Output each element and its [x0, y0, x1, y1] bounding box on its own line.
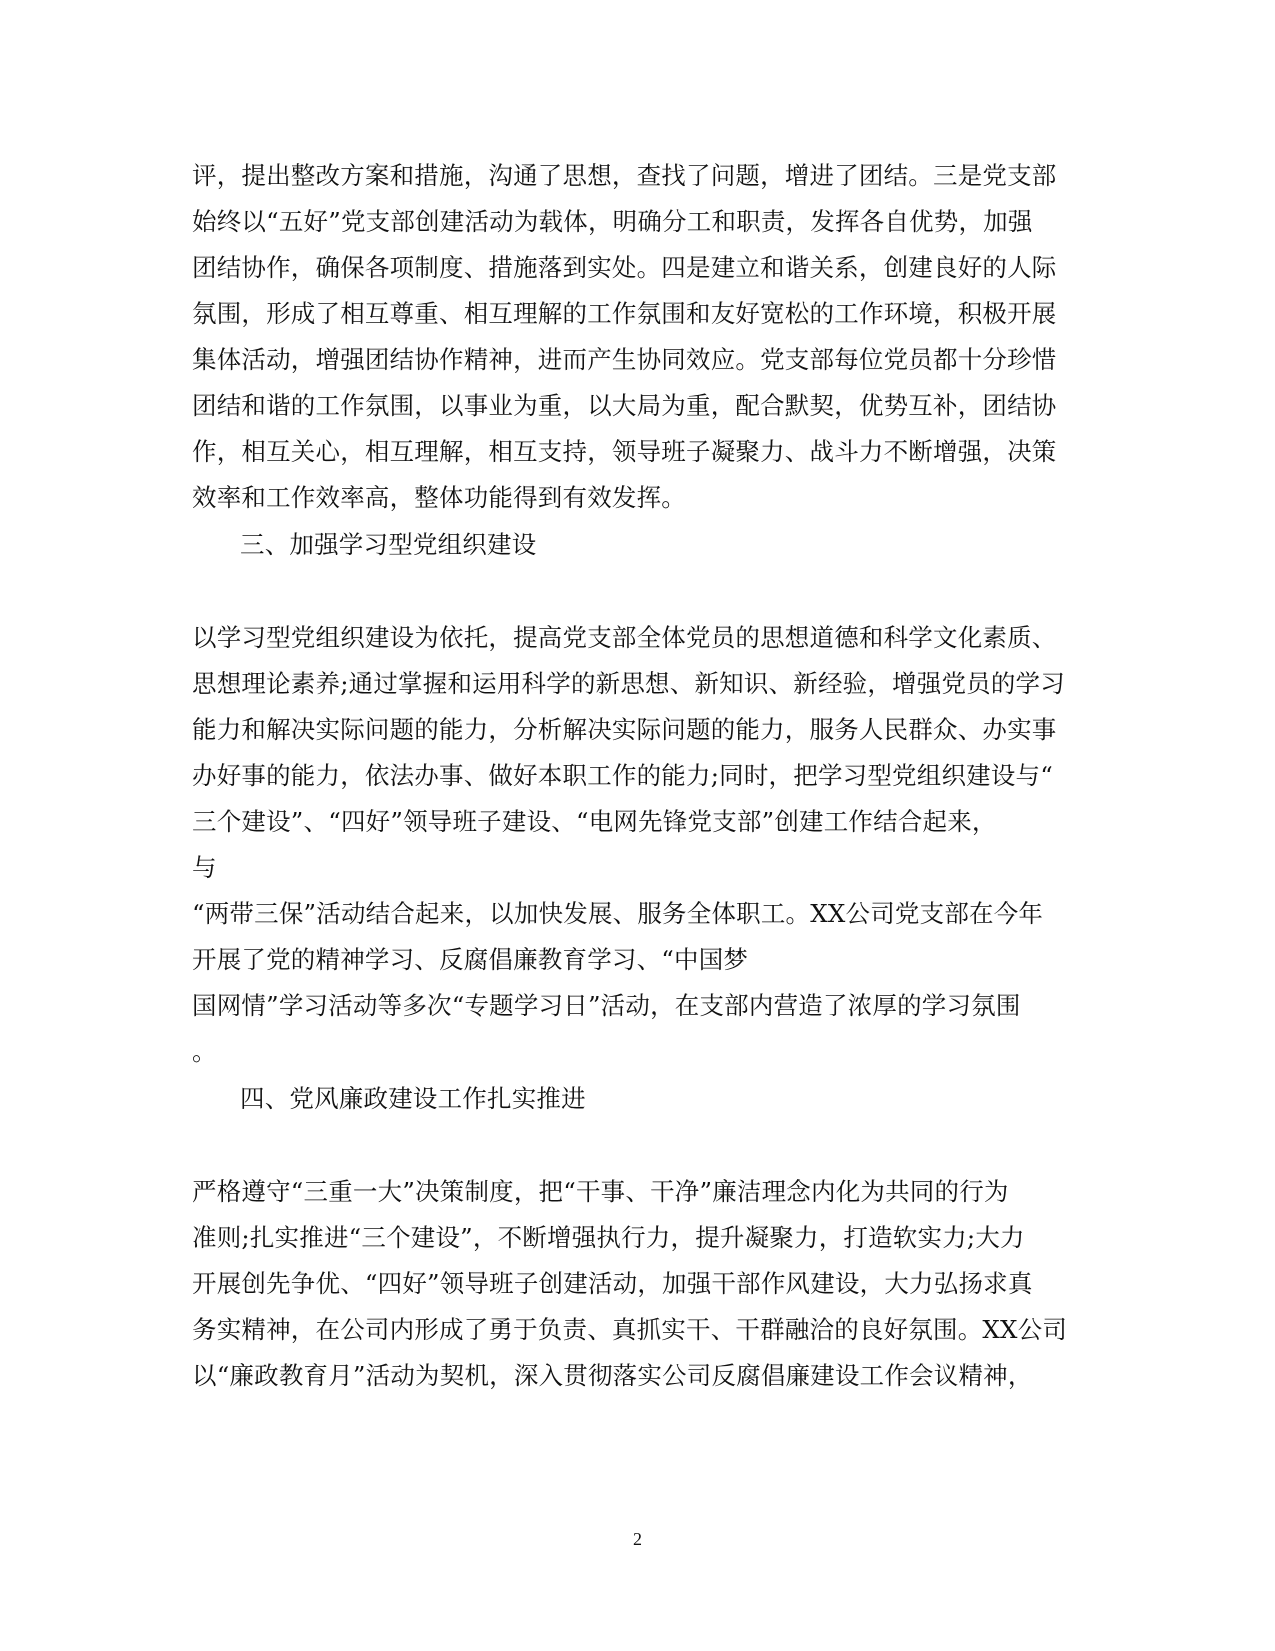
text-line: 氛围，形成了相互尊重、相互理解的工作氛围和友好宽松的工作环境，积极开展	[192, 299, 1057, 328]
text-line: 开展创先争优、“四好”领导班子创建活动，加强干部作风建设，大力弘扬求真	[192, 1269, 1033, 1298]
text-line: 以学习型党组织建设为依托，提高党支部全体党员的思想道德和科学文化素质、	[192, 623, 1057, 652]
text-line: 准则;扎实推进“三个建设”，不断增强执行力，提升凝聚力，打造软实力;大力	[192, 1223, 1025, 1252]
text-line: 评，提出整改方案和措施，沟通了思想，查找了问题，增进了团结。三是党支部	[192, 161, 1057, 190]
page-number: 2	[633, 1529, 642, 1549]
text-line: 思想理论素养;通过掌握和运用科学的新思想、新知识、新经验，增强党员的学习	[192, 669, 1065, 698]
text-line: 开展了党的精神学习、反腐倡廉教育学习、“中国梦	[192, 945, 749, 974]
text-line: 与	[192, 853, 217, 882]
section-heading-3: 三、加强学习型党组织建设	[240, 530, 537, 559]
text-line: 三个建设”、“四好”领导班子建设、“电网先锋党支部”创建工作结合起来，	[192, 807, 997, 836]
text-line: 集体活动，增强团结协作精神，进而产生协同效应。党支部每位党员都十分珍惜	[192, 345, 1057, 374]
text-line: 以“廉政教育月”活动为契机，深入贯彻落实公司反腐倡廉建设工作会议精神，	[192, 1361, 1033, 1390]
text-line: 能力和解决实际问题的能力，分析解决实际问题的能力，服务人民群众、办实事	[192, 715, 1057, 744]
text-line: 作，相互关心，相互理解，相互支持，领导班子凝聚力、战斗力不断增强，决策	[192, 437, 1057, 466]
text-line: 团结协作，确保各项制度、措施落到实处。四是建立和谐关系，创建良好的人际	[192, 253, 1057, 282]
text-line: 办好事的能力，依法办事、做好本职工作的能力;同时，把学习型党组织建设与“	[192, 761, 1053, 790]
text-line: 。	[192, 1037, 217, 1066]
text-line: 始终以“五好”党支部创建活动为载体，明确分工和职责，发挥各自优势，加强	[192, 207, 1033, 236]
text-line: 务实精神，在公司内形成了勇于负责、真抓实干、干群融洽的良好氛围。XX公司	[192, 1315, 1068, 1344]
text-line: 效率和工作效率高，整体功能得到有效发挥。	[192, 483, 686, 512]
text-line: “两带三保”活动结合起来，以加快发展、服务全体职工。XX公司党支部在今年	[192, 899, 1044, 928]
text-line: 严格遵守“三重一大”决策制度，把“干事、干净”廉洁理念内化为共同的行为	[192, 1177, 1009, 1206]
section-heading-4: 四、党风廉政建设工作扎实推进	[240, 1084, 586, 1113]
text-line: 团结和谐的工作氛围，以事业为重，以大局为重，配合默契，优势互补，团结协	[192, 391, 1057, 420]
text-line: 国网情”学习活动等多次“专题学习日”活动，在支部内营造了浓厚的学习氛围	[192, 991, 1021, 1020]
